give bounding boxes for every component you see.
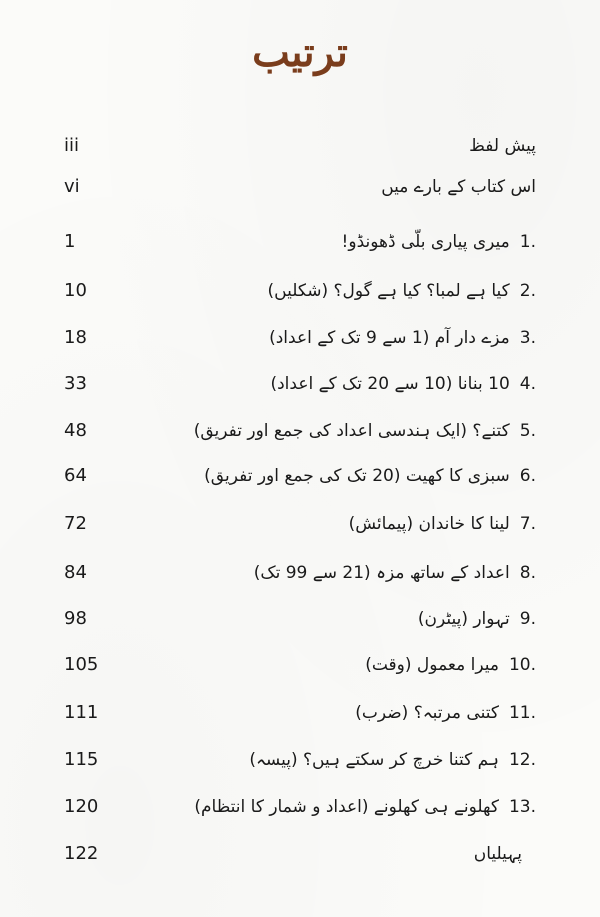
entry-title <box>269 320 536 356</box>
entry-title <box>474 836 522 872</box>
entry-label: پہیلیاں <box>473 844 522 864</box>
toc-entry-1 <box>0 224 600 260</box>
page-number: 122 <box>64 843 99 864</box>
entry-title <box>381 169 536 205</box>
toc-entry-preface <box>0 128 600 164</box>
page-number: 1 <box>64 231 76 252</box>
entry-title <box>249 742 536 778</box>
entry-label: کتنے؟ (ایک ہندسی اعداد کی جمع اور تفریق) <box>193 421 510 441</box>
toc-entry-4 <box>0 366 600 402</box>
page-number: 18 <box>64 327 87 348</box>
entry-title <box>270 366 536 402</box>
entry-number: 12. <box>508 750 536 770</box>
entry-title <box>194 413 536 449</box>
entry-label: تہوار (پیٹرن) <box>417 609 510 629</box>
toc-entry-12 <box>0 742 600 778</box>
page-number: 48 <box>64 420 87 441</box>
entry-number: 4. <box>519 374 536 394</box>
toc-entry-11 <box>0 695 600 731</box>
entry-number: 8. <box>519 563 536 583</box>
entry-number: 10. <box>508 655 536 675</box>
entry-label: پیش لفظ <box>469 136 536 156</box>
toc-entry-8 <box>0 555 600 591</box>
entry-number: 13. <box>508 797 536 817</box>
entry-number: 11. <box>508 703 536 723</box>
entry-label: سبزی کا کھیت (20 تک کی جمع اور تفریق) <box>204 466 510 486</box>
entry-label: ہم کتنا خرچ کر سکتے ہیں؟ (پیسہ) <box>249 750 499 770</box>
page-number: 115 <box>64 749 99 770</box>
entry-number: 1. <box>519 232 536 252</box>
entry-title <box>342 224 536 260</box>
entry-title <box>204 458 536 494</box>
entry-title <box>355 695 536 731</box>
page-number: iii <box>64 135 80 156</box>
entry-label: مزے دار آم (1 سے 9 تک کے اعداد) <box>269 328 510 348</box>
page-number: 72 <box>64 513 87 534</box>
entry-title <box>254 555 536 591</box>
entry-title <box>418 601 536 637</box>
toc-entry-riddles <box>0 836 600 872</box>
toc-entry-about-book <box>0 169 600 205</box>
toc-entry-3 <box>0 320 600 356</box>
page-number: 120 <box>64 796 99 817</box>
page-number: 64 <box>64 465 87 486</box>
entry-label: اس کتاب کے بارے میں <box>381 177 536 197</box>
toc-entry-9 <box>0 601 600 637</box>
entry-title <box>365 647 536 683</box>
entry-number: 6. <box>519 466 536 486</box>
entry-label: کیا ہے لمبا؟ کیا ہے گول؟ (شکلیں) <box>267 281 510 301</box>
toc-entry-10 <box>0 647 600 683</box>
entry-label: کتنی مرتبہ؟ (ضرب) <box>355 703 499 723</box>
entry-title <box>349 506 536 542</box>
entry-label: میرا معمول (وقت) <box>365 655 499 675</box>
page-number: 33 <box>64 373 87 394</box>
toc-entry-6 <box>0 458 600 494</box>
toc-entry-7 <box>0 506 600 542</box>
entry-title <box>194 789 536 825</box>
toc-entry-5 <box>0 413 600 449</box>
toc-entry-2 <box>0 273 600 309</box>
entry-number: 2. <box>519 281 536 301</box>
page-number: 10 <box>64 280 87 301</box>
page-number: 111 <box>64 702 99 723</box>
entry-number: 9. <box>519 609 536 629</box>
entry-label: لینا کا خاندان (پیمائش) <box>348 514 510 534</box>
entry-label: کھلونے ہی کھلونے (اعداد و شمار کا انتظام) <box>194 797 499 817</box>
page-title: ترتیب <box>252 29 348 76</box>
entry-label: 10 بنانا (10 سے 20 تک کے اعداد) <box>270 374 510 394</box>
entry-label: اعداد کے ساتھ مزہ (21 سے 99 تک) <box>253 563 510 583</box>
page-number: vi <box>64 176 80 197</box>
page-number: 105 <box>64 654 99 675</box>
entry-label: میری پیاری بلّی ڈھونڈو! <box>341 232 510 252</box>
entry-title <box>268 273 537 309</box>
toc-entry-13 <box>0 789 600 825</box>
entry-title <box>469 128 536 164</box>
entry-number: 5. <box>519 421 536 441</box>
page-number: 84 <box>64 562 87 583</box>
entry-number: 7. <box>519 514 536 534</box>
entry-number: 3. <box>519 328 536 348</box>
page-number: 98 <box>64 608 87 629</box>
